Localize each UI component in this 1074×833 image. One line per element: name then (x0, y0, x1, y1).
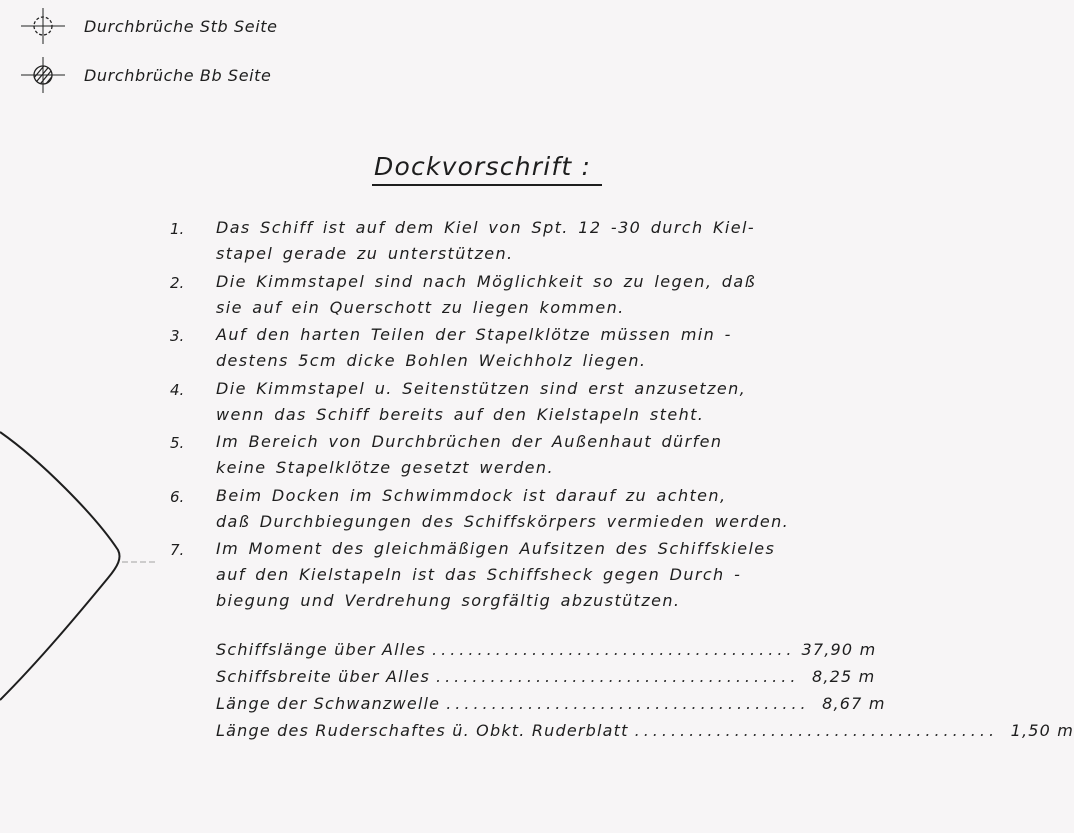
rule-number: 3. (170, 327, 185, 345)
dimensions-table (216, 640, 1074, 748)
dot-leader: ........................................ (446, 694, 810, 713)
hatched-circle-crosshair-icon (18, 55, 68, 95)
rule-text-line: auf den Kielstapeln ist das Schiffsheck gegen Durch - (216, 565, 742, 584)
dimension-label: Länge des Ruderschaftes ü. Obkt. Ruderblatt (216, 721, 629, 740)
dot-leader: ........................................ (432, 640, 796, 659)
open-circle-crosshair-icon (18, 6, 68, 46)
dimension-row (216, 721, 1074, 748)
rule-item-5 (170, 428, 770, 482)
rule-text-line: Das Schiff ist auf dem Kiel von Spt. 12 -30 durch Kiel- (216, 218, 756, 237)
dimension-label: Länge der Schwanzwelle (216, 694, 441, 713)
rule-text-line: biegung und Verdrehung sorgfältig abzustützen. (216, 591, 681, 610)
dimension-label: Schiffslänge über Alles (216, 640, 427, 659)
page-title: Dockvorschrift : (374, 152, 592, 181)
rule-number: 5. (170, 434, 185, 452)
legend-item-bb (18, 55, 272, 95)
rule-text-line: wenn das Schiff bereits auf den Kielstapeln steht. (216, 404, 705, 424)
rule-text-line: stapel gerade zu unterstützen. (216, 244, 514, 263)
rule-text-line: sie auf ein Querschott zu liegen kommen. (216, 297, 625, 317)
rule-text-line: daß Durchbiegungen des Schiffskörpers vermieden werden. (216, 511, 790, 531)
legend-label-bb: Durchbrüche Bb Seite (84, 65, 272, 85)
dimension-value: 8,67 m (822, 694, 886, 713)
hull-outline-drawing (0, 420, 180, 710)
rules-list (170, 214, 790, 615)
rule-text-line: Im Bereich von Durchbrüchen der Außenhaut dürfen (216, 432, 723, 451)
rule-item-4 (170, 375, 770, 429)
rule-number: 4. (170, 380, 185, 399)
rule-item-7 (170, 535, 776, 615)
rule-item-3 (170, 321, 770, 375)
rule-text-line: Die Kimmstapel u. Seitenstützen sind erst anzusetzen, (216, 378, 747, 398)
rule-number: 1. (170, 220, 185, 238)
legend-item-stb (18, 6, 278, 46)
rule-item-2 (170, 268, 770, 322)
rule-number: 6. (170, 487, 185, 506)
dimension-label: Schiffsbreite über Alles (216, 667, 430, 686)
title-underline (372, 184, 602, 186)
rule-text-line: Beim Docken im Schwimmdock ist darauf zu achten, (216, 485, 727, 505)
dimension-row (216, 667, 876, 694)
rule-number: 2. (170, 273, 185, 292)
dimension-row (216, 640, 877, 667)
dot-leader: ........................................ (634, 721, 999, 740)
rule-number: 7. (170, 541, 185, 559)
dot-leader: ........................................ (436, 667, 800, 686)
dimension-row (216, 694, 886, 721)
rule-text-line: keine Stapelklötze gesetzt werden. (216, 458, 554, 477)
rule-item-6 (170, 482, 790, 536)
rule-text-line: Die Kimmstapel sind nach Möglichkeit so zu legen, daß (216, 271, 757, 291)
dimension-value: 37,90 m (801, 640, 877, 659)
dimension-value: 8,25 m (811, 667, 876, 686)
dimension-value: 1,50 m (1010, 721, 1074, 740)
rule-text-line: Im Moment des gleichmäßigen Aufsitzen des Schiffskieles (216, 539, 776, 558)
rule-text-line: Auf den harten Teilen der Stapelklötze müssen min - (216, 325, 732, 344)
rule-item-1 (170, 214, 770, 268)
rule-text-line: destens 5cm dicke Bohlen Weichholz liegen. (216, 351, 647, 370)
legend-label-stb: Durchbrüche Stb Seite (84, 16, 278, 36)
